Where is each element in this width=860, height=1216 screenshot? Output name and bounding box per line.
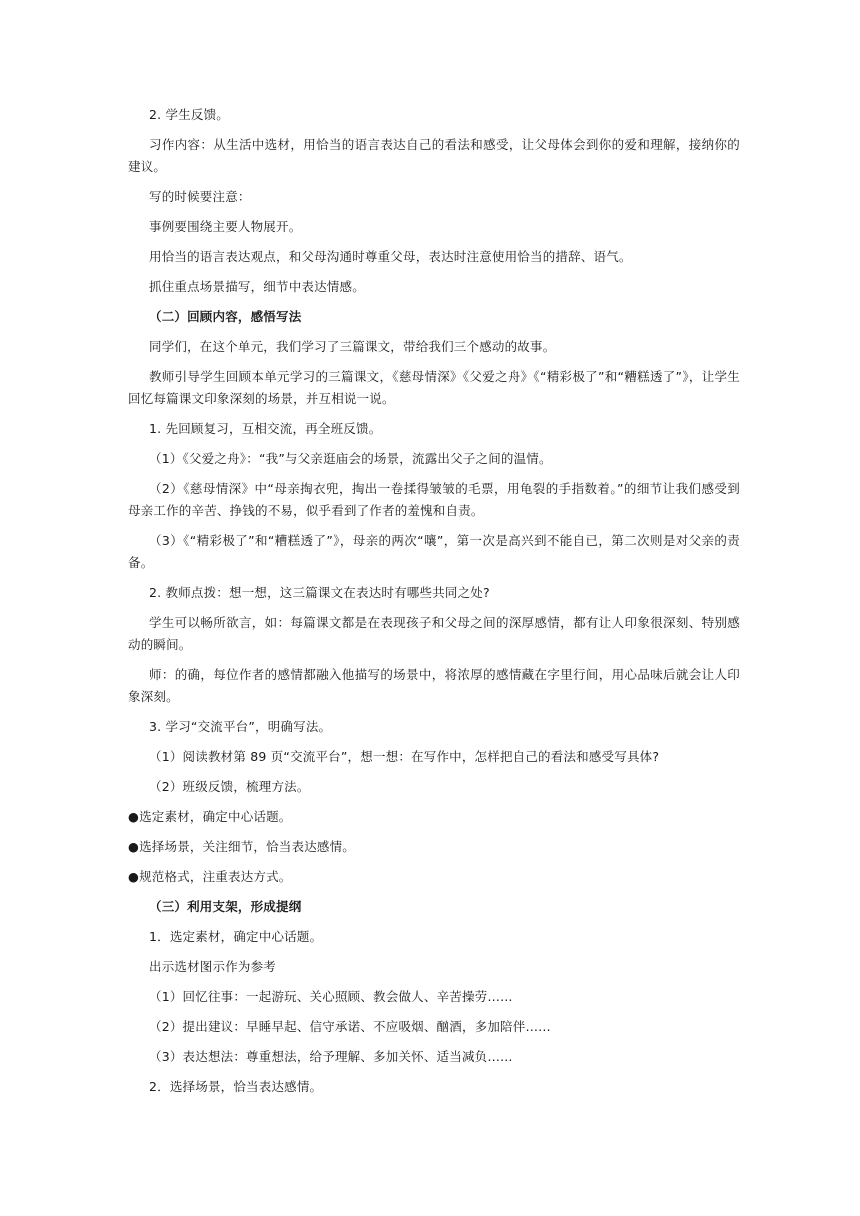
- paragraph-note-1: 事例要围绕主要人物展开。: [149, 219, 302, 234]
- paragraph-outline-step-1: 1．选定素材，确定中心话题。: [149, 929, 323, 944]
- paragraph-note-2: 用恰当的语言表达观点，和父母沟通时尊重父母，表达时注意使用恰当的措辞、语气。: [149, 249, 632, 264]
- paragraph-platform-feedback: （2）班级反馈，梳理方法。: [149, 779, 310, 794]
- paragraph-writing-notes: 写的时候要注意：: [149, 189, 251, 204]
- bullet-item-3: ●规范格式，注重表达方式。: [128, 869, 292, 884]
- paragraph-writing-content: 习作内容：从生活中选材，用恰当的语言表达自己的看法和感受，让父母体会到你的爱和理解，接纳你的建议。: [128, 137, 740, 174]
- paragraph-material-item-1: （1）回忆往事：一起游玩、关心照顾、教会做人、辛苦操劳……: [149, 989, 513, 1004]
- paragraph-outline-step-2: 2．选择场景，恰当表达感情。: [149, 1079, 323, 1094]
- paragraph-platform-read: （1）阅读教材第 89 页“交流平台”，想一想：在写作中，怎样把自己的看法和感受写具体?: [149, 749, 660, 764]
- paragraph-note-3: 抓住重点场景描写，细节中表达情感。: [149, 279, 365, 294]
- paragraph-review-step-3: 3. 学习“交流平台”，明确写法。: [149, 719, 332, 734]
- paragraph-unit-intro: 同学们，在这个单元，我们学习了三篇课文，带给我们三个感动的故事。: [149, 339, 556, 354]
- section-heading-2: （二）回顾内容，感悟写法: [149, 309, 302, 324]
- paragraph-review-step-1: 1. 先回顾复习，互相交流，再全班反馈。: [149, 421, 382, 436]
- paragraph-review-item-2: （2）《慈母情深》中“母亲掏衣兜，掏出一卷揉得皱皱的毛票，用龟裂的手指数着。”的细节让我们感受到母亲工作的辛苦、挣钱的不易，似乎看到了作者的羞愧和自责。: [128, 481, 740, 518]
- paragraph-material-item-2: （2）提出建议：早睡早起、信守承诺、不应吸烟、酗酒，多加陪伴……: [149, 1019, 551, 1034]
- paragraph-material-reference: 出示选材图示作为参考: [149, 959, 277, 974]
- paragraph-material-item-3: （3）表达想法：尊重想法，给予理解、多加关怀、适当减负……: [149, 1049, 513, 1064]
- bullet-item-1: ●选定素材，确定中心话题。: [128, 809, 292, 824]
- paragraph-student-feedback: 2. 学生反馈。: [149, 107, 229, 122]
- paragraph-review-item-3: （3）《“精彩极了”和“糟糕透了”》，母亲的两次“嚷”，第一次是高兴到不能自已，第二次则是对父亲的责备。: [128, 533, 740, 570]
- paragraph-teacher-guide: 教师引导学生回顾本单元学习的三篇课文，《慈母情深》《父爱之舟》《“精彩极了”和“糟糕透了”》，让学生回忆每篇课文印象深刻的场景，并互相说一说。: [128, 369, 740, 406]
- document-page: [128, 104, 740, 1106]
- bullet-item-2: ●选择场景，关注细节，恰当表达感情。: [128, 839, 356, 854]
- section-heading-3: （三）利用支架，形成提纲: [149, 899, 302, 914]
- paragraph-teacher-summary: 师：的确，每位作者的感情都融入他描写的场景中，将浓厚的感情藏在字里行间，用心品味后就会让人印象深刻。: [128, 667, 740, 704]
- paragraph-student-discussion: 学生可以畅所欲言，如：每篇课文都是在表现孩子和父母之间的深厚感情，都有让人印象很深刻、特别感动的瞬间。: [128, 615, 740, 652]
- paragraph-review-item-1: （1）《父爱之舟》：“我”与父亲逛庙会的场景，流露出父子之间的温情。: [149, 451, 552, 466]
- paragraph-review-step-2: 2. 教师点拨：想一想，这三篇课文在表达时有哪些共同之处?: [149, 585, 490, 600]
